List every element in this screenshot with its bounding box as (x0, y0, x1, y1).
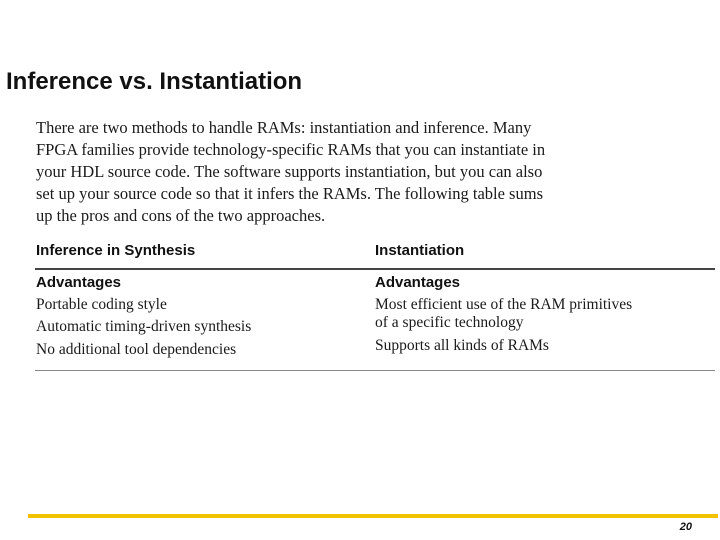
intro-line: set up your source code so that it infers the RAMs. The following table sums (36, 184, 543, 203)
inference-advantage-item: Portable coding style (36, 296, 167, 313)
intro-line: FPGA families provide technology-specific RAMs that you can instantiate in (36, 140, 546, 159)
intro-line: your HDL source code. The software supports instantiation, but you can also (36, 162, 543, 181)
column-header-instantiation: Instantiation (375, 242, 465, 259)
comparison-table (35, 240, 715, 371)
instantiation-advantages-heading: Advantages (375, 274, 461, 291)
slide-title: Inference vs. Instantiation (6, 68, 303, 95)
table-header-row (35, 240, 715, 270)
inference-advantage-item: Automatic timing-driven synthesis (36, 318, 252, 335)
intro-line: up the pros and cons of the two approaches. (36, 206, 326, 225)
column-header-inference: Inference in Synthesis (36, 242, 196, 259)
footer-rule (28, 514, 718, 518)
intro-line: There are two methods to handle RAMs: instantiation and inference. Many (36, 118, 532, 137)
intro-paragraph (36, 117, 706, 227)
instantiation-advantage-item: Supports all kinds of RAMs (375, 337, 549, 354)
page-number: 20 (679, 521, 692, 533)
inference-advantage-item: No additional tool dependencies (36, 341, 237, 358)
instantiation-advantage-item: Most efficient use of the RAM primitives (375, 296, 633, 313)
instantiation-advantage-item: of a specific technology (375, 314, 524, 331)
inference-advantages-heading: Advantages (36, 274, 122, 291)
table-body-row (35, 270, 715, 371)
